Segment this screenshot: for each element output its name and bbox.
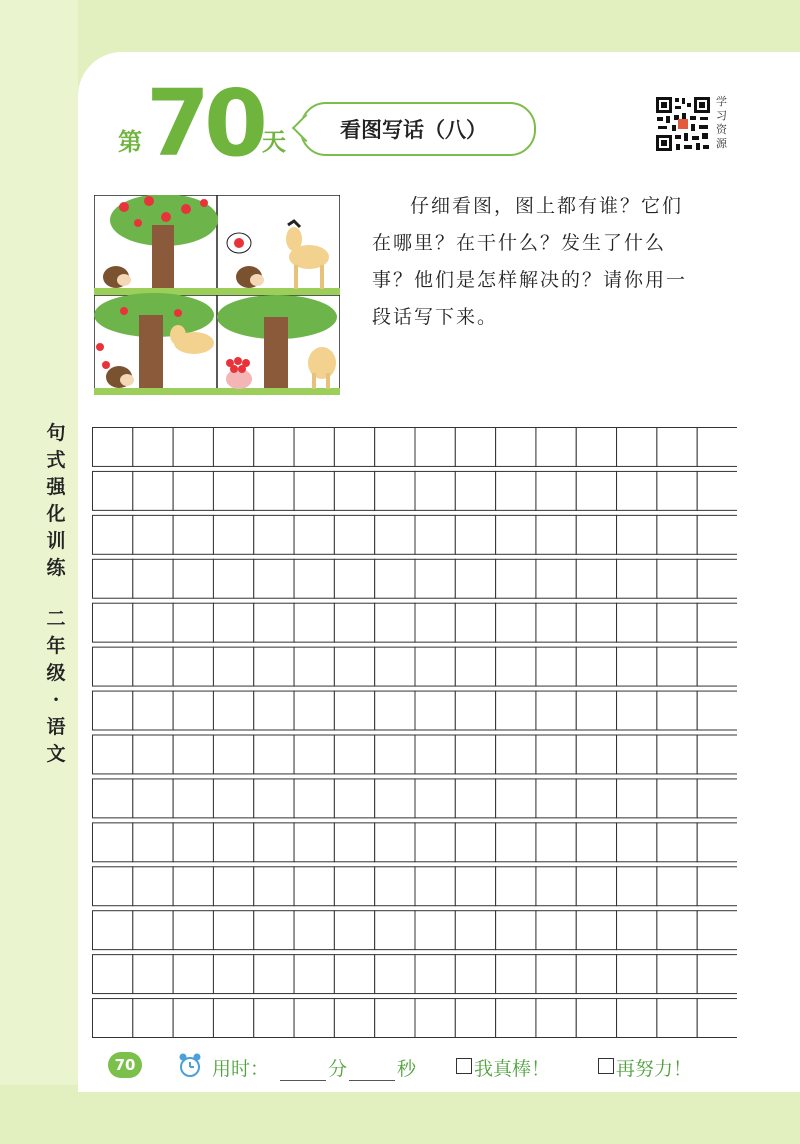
grid-cell[interactable]	[576, 471, 616, 510]
grid-cell[interactable]	[334, 603, 374, 642]
grid-cell[interactable]	[415, 779, 455, 818]
grid-cell[interactable]	[697, 559, 737, 598]
grid-cell[interactable]	[536, 823, 576, 862]
grid-cell[interactable]	[496, 911, 536, 950]
qr-caption	[716, 95, 730, 151]
page-margin-bottom	[0, 1085, 800, 1144]
grid-cell[interactable]	[415, 823, 455, 862]
grid-cell[interactable]	[254, 955, 294, 994]
side-label-char: 练	[46, 557, 66, 579]
grid-cell[interactable]	[294, 735, 334, 774]
grid-cell[interactable]	[133, 911, 173, 950]
grid-cell[interactable]	[415, 911, 455, 950]
grid-cell[interactable]	[173, 471, 213, 510]
grid-cell[interactable]	[375, 867, 415, 906]
grid-cell[interactable]	[93, 515, 133, 554]
grid-cell[interactable]	[697, 515, 737, 554]
grid-cell[interactable]	[294, 823, 334, 862]
grid-cell[interactable]	[93, 691, 133, 730]
grid-cell[interactable]	[213, 735, 253, 774]
grid-cell[interactable]	[173, 603, 213, 642]
grid-cell[interactable]	[254, 867, 294, 906]
grid-cell[interactable]	[93, 867, 133, 906]
grid-cell[interactable]	[213, 911, 253, 950]
grid-cell[interactable]	[617, 735, 657, 774]
grid-cell[interactable]	[697, 999, 737, 1038]
grid-cell[interactable]	[213, 779, 253, 818]
grid-cell[interactable]	[375, 823, 415, 862]
grid-cell[interactable]	[254, 559, 294, 598]
grid-cell[interactable]	[334, 955, 374, 994]
grid-cell[interactable]	[496, 999, 536, 1038]
grid-cell[interactable]	[617, 471, 657, 510]
grid-cell[interactable]	[657, 515, 697, 554]
grid-cell[interactable]	[133, 955, 173, 994]
page-number: 70	[108, 1052, 142, 1078]
grid-cell[interactable]	[294, 515, 334, 554]
grid-cell[interactable]	[375, 647, 415, 686]
grid-cell[interactable]	[334, 428, 374, 467]
grid-cell[interactable]	[334, 647, 374, 686]
grid-cell[interactable]	[697, 691, 737, 730]
grid-cell[interactable]	[93, 779, 133, 818]
day-suffix: 天	[262, 127, 286, 156]
grid-cell[interactable]	[455, 515, 495, 554]
grid-cell[interactable]	[133, 691, 173, 730]
grid-cell[interactable]	[133, 559, 173, 598]
grid-cell[interactable]	[93, 955, 133, 994]
grid-cell[interactable]	[173, 779, 213, 818]
grid-cell[interactable]	[536, 515, 576, 554]
grid-cell[interactable]	[415, 471, 455, 510]
day-number: 70	[146, 70, 263, 177]
qr-caption-char: 源	[716, 137, 727, 150]
grid-cell[interactable]	[375, 515, 415, 554]
grid-cell[interactable]	[697, 735, 737, 774]
grid-cell[interactable]	[93, 647, 133, 686]
grid-cell[interactable]	[294, 603, 334, 642]
grid-cell[interactable]	[213, 559, 253, 598]
side-label-char: 化	[46, 503, 66, 525]
grid-cell[interactable]	[213, 647, 253, 686]
grid-cell[interactable]	[334, 779, 374, 818]
grid-cell[interactable]	[455, 559, 495, 598]
grid-cell[interactable]	[133, 428, 173, 467]
grid-cell[interactable]	[657, 647, 697, 686]
grid-cell[interactable]	[133, 735, 173, 774]
grid-cell[interactable]	[213, 999, 253, 1038]
grid-cell[interactable]	[213, 603, 253, 642]
grid-cell[interactable]	[294, 779, 334, 818]
grid-cell[interactable]	[536, 691, 576, 730]
grid-cell[interactable]	[455, 603, 495, 642]
grid-cell[interactable]	[213, 867, 253, 906]
grid-cell[interactable]	[173, 691, 213, 730]
grid-cell[interactable]	[697, 911, 737, 950]
minutes-label: 分	[328, 1058, 348, 1080]
grid-cell[interactable]	[334, 691, 374, 730]
grid-cell[interactable]	[133, 779, 173, 818]
grid-cell[interactable]	[455, 735, 495, 774]
grid-cell[interactable]	[617, 603, 657, 642]
grid-cell[interactable]	[375, 735, 415, 774]
seconds-blank[interactable]	[349, 1062, 395, 1081]
grid-cell[interactable]	[496, 647, 536, 686]
grid-cell[interactable]	[576, 691, 616, 730]
alarm-clock-icon	[178, 1052, 202, 1078]
grid-cell[interactable]	[576, 911, 616, 950]
grid-cell[interactable]	[697, 603, 737, 642]
qr-caption-char: 习	[716, 109, 727, 122]
grid-cell[interactable]	[496, 823, 536, 862]
grid-cell[interactable]	[173, 867, 213, 906]
grid-cell[interactable]	[617, 867, 657, 906]
grid-cell[interactable]	[294, 911, 334, 950]
grid-cell[interactable]	[697, 647, 737, 686]
grid-cell[interactable]	[455, 779, 495, 818]
grid-cell[interactable]	[576, 647, 616, 686]
grid-cell[interactable]	[576, 603, 616, 642]
grid-cell[interactable]	[173, 999, 213, 1038]
grid-cell[interactable]	[133, 515, 173, 554]
side-label-char: 式	[46, 449, 66, 471]
qr-caption-char: 学	[716, 95, 727, 108]
grid-cell[interactable]	[294, 867, 334, 906]
grid-cell[interactable]	[254, 911, 294, 950]
grid-cell[interactable]	[294, 559, 334, 598]
grid-cell[interactable]	[617, 428, 657, 467]
grid-cell[interactable]	[254, 647, 294, 686]
grid-cell[interactable]	[455, 691, 495, 730]
side-label-char: 训	[46, 530, 66, 552]
grid-cell[interactable]	[294, 647, 334, 686]
grid-cell[interactable]	[496, 867, 536, 906]
grid-cell[interactable]	[536, 428, 576, 467]
grid-cell[interactable]	[294, 471, 334, 510]
grid-cell[interactable]	[536, 603, 576, 642]
grid-cell[interactable]	[576, 779, 616, 818]
grid-cell[interactable]	[496, 779, 536, 818]
grid-cell[interactable]	[93, 823, 133, 862]
grid-cell[interactable]	[536, 735, 576, 774]
day-prefix: 第	[118, 127, 142, 156]
grid-cell[interactable]	[334, 559, 374, 598]
grid-cell[interactable]	[657, 955, 697, 994]
grid-cell[interactable]	[415, 515, 455, 554]
grid-cell[interactable]	[697, 955, 737, 994]
grid-cell[interactable]	[254, 428, 294, 467]
grid-cell[interactable]	[375, 779, 415, 818]
grid-cell[interactable]	[657, 735, 697, 774]
grid-cell[interactable]	[254, 515, 294, 554]
qr-caption-char: 资	[716, 123, 727, 136]
grid-cell[interactable]	[455, 647, 495, 686]
grid-cell[interactable]	[496, 559, 536, 598]
grid-cell[interactable]	[173, 559, 213, 598]
grid-cell[interactable]	[657, 911, 697, 950]
grid-cell[interactable]	[576, 999, 616, 1038]
grid-cell[interactable]	[93, 735, 133, 774]
side-label-char: 年	[46, 635, 66, 657]
grid-cell[interactable]	[496, 515, 536, 554]
grid-cell[interactable]	[415, 955, 455, 994]
grid-cell[interactable]	[93, 999, 133, 1038]
grid-cell[interactable]	[375, 559, 415, 598]
grid-cell[interactable]	[697, 823, 737, 862]
grid-cell[interactable]	[536, 647, 576, 686]
grid-cell[interactable]	[536, 867, 576, 906]
try-harder-label: 再努力！	[616, 1058, 693, 1080]
grid-cell[interactable]	[93, 911, 133, 950]
grid-cell[interactable]	[173, 735, 213, 774]
writing-grid[interactable]	[92, 427, 737, 1042]
grid-cell[interactable]	[133, 823, 173, 862]
grid-cell[interactable]	[496, 428, 536, 467]
grid-cell[interactable]	[415, 428, 455, 467]
grid-cell[interactable]	[213, 515, 253, 554]
grid-cell[interactable]	[536, 779, 576, 818]
grid-cell[interactable]	[496, 603, 536, 642]
grid-cell[interactable]	[617, 515, 657, 554]
grid-cell[interactable]	[375, 428, 415, 467]
grid-cell[interactable]	[415, 559, 455, 598]
grid-cell[interactable]	[254, 735, 294, 774]
grid-cell[interactable]	[254, 603, 294, 642]
grid-cell[interactable]	[375, 471, 415, 510]
grid-cell[interactable]	[294, 955, 334, 994]
grid-cell[interactable]	[133, 999, 173, 1038]
grid-cell[interactable]	[455, 911, 495, 950]
grid-cell[interactable]	[334, 911, 374, 950]
grid-cell[interactable]	[496, 735, 536, 774]
grid-cell[interactable]	[415, 867, 455, 906]
side-label-char: 句	[46, 422, 66, 444]
grid-cell[interactable]	[173, 515, 213, 554]
grid-cell[interactable]	[536, 471, 576, 510]
side-label-char: 语	[46, 716, 66, 738]
grid-cell[interactable]	[294, 999, 334, 1038]
side-label-char: 强	[46, 476, 66, 498]
grid-cell[interactable]	[213, 428, 253, 467]
minutes-blank[interactable]	[280, 1062, 326, 1081]
grid-cell[interactable]	[334, 867, 374, 906]
grid-cell[interactable]	[455, 867, 495, 906]
grid-cell[interactable]	[576, 955, 616, 994]
grid-cell[interactable]	[415, 999, 455, 1038]
grid-cell[interactable]	[576, 559, 616, 598]
qr-code-icon[interactable]	[654, 95, 712, 153]
grid-cell[interactable]	[617, 691, 657, 730]
grid-cell[interactable]	[617, 955, 657, 994]
grid-cell[interactable]	[133, 603, 173, 642]
grid-cell[interactable]	[576, 428, 616, 467]
side-label-gap	[44, 582, 68, 606]
writing-prompt: 仔细看图，图上都有谁？它们在哪里？在干什么？发生了什么事？他们是怎样解决的？请你用一段话写下来。	[372, 195, 688, 328]
grid-cell[interactable]	[213, 955, 253, 994]
grid-cell[interactable]	[415, 691, 455, 730]
grid-cell[interactable]	[173, 911, 213, 950]
grid-cell[interactable]	[375, 603, 415, 642]
grid-cell[interactable]	[657, 471, 697, 510]
grid-cell[interactable]	[254, 471, 294, 510]
great-label: 我真棒！	[474, 1058, 551, 1080]
grid-cell[interactable]	[657, 867, 697, 906]
grid-cell[interactable]	[576, 515, 616, 554]
grid-cell[interactable]	[617, 999, 657, 1038]
grid-cell[interactable]	[133, 647, 173, 686]
great-checkbox[interactable]	[456, 1058, 472, 1074]
grid-cell[interactable]	[697, 471, 737, 510]
grid-cell[interactable]	[254, 691, 294, 730]
time-label: 用时：	[212, 1058, 270, 1080]
grid-cell[interactable]	[133, 471, 173, 510]
seconds-label: 秒	[397, 1058, 417, 1080]
grid-cell[interactable]	[415, 603, 455, 642]
try-harder-checkbox[interactable]	[598, 1058, 614, 1074]
grid-cell[interactable]	[93, 603, 133, 642]
grid-cell[interactable]	[415, 735, 455, 774]
grid-cell[interactable]	[213, 823, 253, 862]
side-label	[44, 420, 68, 768]
grid-cell[interactable]	[697, 428, 737, 467]
grid-cell[interactable]	[657, 691, 697, 730]
grid-cell[interactable]	[334, 515, 374, 554]
grid-cell[interactable]	[415, 647, 455, 686]
grid-cell[interactable]	[173, 428, 213, 467]
grid-cell[interactable]	[375, 955, 415, 994]
grid-cell[interactable]	[173, 955, 213, 994]
grid-cell[interactable]	[496, 691, 536, 730]
grid-cell[interactable]	[375, 999, 415, 1038]
grid-cell[interactable]	[617, 911, 657, 950]
grid-cell[interactable]	[254, 999, 294, 1038]
grid-cell[interactable]	[455, 999, 495, 1038]
grid-cell[interactable]	[576, 867, 616, 906]
grid-cell[interactable]	[536, 999, 576, 1038]
grid-cell[interactable]	[496, 955, 536, 994]
grid-cell[interactable]	[455, 823, 495, 862]
grid-cell[interactable]	[617, 823, 657, 862]
grid-cell[interactable]	[93, 471, 133, 510]
grid-cell[interactable]	[375, 911, 415, 950]
grid-cell[interactable]	[657, 779, 697, 818]
grid-cell[interactable]	[496, 471, 536, 510]
grid-cell[interactable]	[173, 647, 213, 686]
grid-cell[interactable]	[294, 691, 334, 730]
grid-cell[interactable]	[536, 955, 576, 994]
grid-cell[interactable]	[617, 779, 657, 818]
page-title: 看图写话（八）	[340, 117, 487, 142]
grid-cell[interactable]	[173, 823, 213, 862]
grid-cell[interactable]	[455, 955, 495, 994]
comic-illustration	[94, 195, 340, 395]
side-label-char: 级	[46, 662, 66, 684]
grid-cell[interactable]	[133, 867, 173, 906]
grid-cell[interactable]	[617, 647, 657, 686]
footer	[0, 1048, 800, 1088]
grid-cell[interactable]	[334, 735, 374, 774]
side-label-char: ·	[52, 689, 60, 711]
grid-cell[interactable]	[657, 428, 697, 467]
grid-cell[interactable]	[657, 559, 697, 598]
grid-cell[interactable]	[536, 559, 576, 598]
grid-cell[interactable]	[254, 823, 294, 862]
side-label-char: 文	[46, 743, 66, 765]
grid-cell[interactable]	[213, 691, 253, 730]
grid-cell[interactable]	[576, 823, 616, 862]
side-label-char: 二	[46, 608, 66, 630]
grid-cell[interactable]	[657, 603, 697, 642]
time-input[interactable]	[278, 1054, 416, 1081]
grid-cell[interactable]	[657, 999, 697, 1038]
grid-cell[interactable]	[697, 867, 737, 906]
grid-cell[interactable]	[294, 428, 334, 467]
grid-cell[interactable]	[334, 471, 374, 510]
grid-cell[interactable]	[375, 691, 415, 730]
grid-cell[interactable]	[254, 779, 294, 818]
grid-cell[interactable]	[213, 471, 253, 510]
grid-cell[interactable]	[93, 559, 133, 598]
grid-cell[interactable]	[455, 471, 495, 510]
grid-cell[interactable]	[536, 911, 576, 950]
grid-cell[interactable]	[617, 559, 657, 598]
grid-cell[interactable]	[697, 779, 737, 818]
grid-cell[interactable]	[576, 735, 616, 774]
grid-cell[interactable]	[334, 999, 374, 1038]
grid-cell[interactable]	[657, 823, 697, 862]
grid-cell[interactable]	[93, 428, 133, 467]
grid-cell[interactable]	[334, 823, 374, 862]
grid-cell[interactable]	[455, 428, 495, 467]
